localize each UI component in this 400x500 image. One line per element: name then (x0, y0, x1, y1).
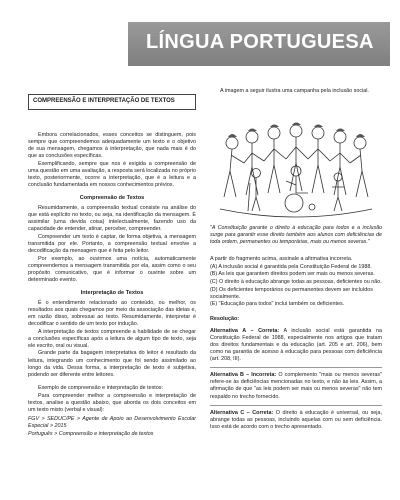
topic-citation: Português > Compreensão e interpretação de textos (28, 430, 154, 437)
answer-c (210, 410, 382, 431)
option-e: (E) "Educação para todos" inclui também os deficientes. (210, 301, 345, 308)
question-statement: A partir do fragmento acima, assinale a afirmativa incorreta. (210, 256, 353, 263)
option-d: (D) Os deficientes temporários ou permanentes devem ser incluídos socialmente. (210, 286, 373, 300)
intro-paragraph: Embora correlacionados, esses conceitos se distinguem, pois sempre que compreendemos adequadamente um texto e o objetivo de sua mensagem, chegamos à interpretação, que nada mais é do que as conclusões específicas. (28, 131, 196, 160)
answer-b (210, 372, 382, 401)
subject-title: LÍNGUA PORTUGUESA (146, 31, 374, 53)
comprehension-paragraph: Resumidamente, a compreensão textual consiste na análise do que está explícito no texto, ou seja, na identificação da mensagem. É assimilar (uma devida coisa) intelectualmente, fazendo uso da capacidade de entender, atinar, perceber, compreender. (28, 204, 196, 233)
option-a: (A) A inclusão social é garantida pela Constituição Federal de 1988. (210, 263, 372, 270)
campaign-quote: "A Constituição garante o direito à educação para todos e a inclusão surge para garantir esse direito também aos alunos com deficiências de toda ordem, permanentes ou temporárias, mais ou menos severas." (210, 225, 382, 246)
example-intro: Exemplo de compreensão e interpretação de textos: (38, 384, 163, 391)
source-citation: FGV > SEDUC/PE > Agente de Apoio ao Desenvolvimento Escolar Especial > 2015 (28, 415, 196, 430)
comprehension-paragraph: Compreender um texto é captar, de forma objetiva, a mensagem transmitida por ele. Portanto, a compreensão textual envolve a decodificação da mensagem que é feita pelo leitor. (28, 233, 196, 255)
answer-a-label: Alternativa A – Correta: (210, 327, 280, 334)
answer-divider (210, 405, 382, 406)
interpretation-heading: Interpretação de Textos (80, 290, 144, 297)
example-text: Para compreender melhor a compreensão e interpretação de textos, analise a questão abaixo, que aborda os dois conceitos em um texto misto (verbal e visual): (28, 392, 196, 413)
answer-a-text: A inclusão social está garantida na Constituição Federal de 1988, especialmente nos artigos que tratam dos direitos fundamentais e da educação (art. 205 e art. 206), bem como na garantia de acesso à educação para pessoas com deficiência (art. 208, III). (210, 327, 382, 363)
comprehension-paragraph: Por exemplo, ao ouvirmos uma notícia, automaticamente compreendemos a mensagem transmitida por ela, assim como o seu propósito comunicativo, que é informar o ouvinte sobre um determinado evento. (28, 255, 196, 284)
inclusion-campaign-illustration (210, 101, 382, 221)
answer-a (210, 328, 382, 364)
left-column (28, 94, 196, 438)
subject-banner (128, 22, 390, 66)
section-header-box (28, 94, 196, 110)
resolution-title: Resolução: (210, 316, 240, 323)
answer-b-text: O complemento "mais ou menos severas" refere-se às deficiências mencionadas no texto, e não às leis. Assim, a afirmação de que "as leis podem ser mais ou menos severas" não tem respaldo no trecho fornecido. (210, 372, 382, 400)
answer-c-text: O direito à educação é universal, ou seja, abrange todas as pessoas, incluindo aquelas com ou sem deficiência. Isso está de acordo com o trecho apresentado. (210, 409, 383, 430)
section-title: COMPREENSÃO E INTERPRETAÇÃO DE TEXTOS (33, 98, 175, 104)
interpretation-paragraph: Grande parte da bagagem interpretativa do leitor é resultado da leitura, integrando um conhecimento que foi sendo assimilado ao longo da vida. Dessa forma, a interpretação de texto é subjetiva, podendo ser diferente entre leitores. (28, 350, 196, 378)
option-b: (B) As leis que garantem direitos podem ser mais ou menos severas. (210, 271, 375, 278)
answer-b-label: Alternativa B – Incorreta: (210, 372, 277, 379)
interpretation-paragraph: É o entendimento relacionado ao conteúdo, ou melhor, os resultados aos quais chegamos por meio da associação das ideias e, em razão disso, sobressai ao texto. Resumidamente, interpretar é decodificar o sentido de um texto por indução. (28, 299, 196, 327)
comprehension-heading: Compreensão de Textos (79, 195, 145, 202)
right-column (210, 88, 382, 432)
intro-paragraph: Exemplificando, sempre que nos é exigida a compreensão de uma questão em uma avaliação, a resposta será localizada no próprio texto, posteriormente, ocorre a interpretação, que é a leitura e a conclusão fundamentada em nossos conhecimentos prévios. (28, 160, 196, 189)
question-intro: A imagem a seguir ilustra uma campanha pela inclusão social. (220, 88, 369, 94)
answer-divider (210, 367, 382, 368)
interpretation-paragraph: A interpretação de textos compreende a habilidade de se chegar a conclusões específicas após a leitura de algum tipo de texto, seja ele escrito, oral ou visual. (28, 328, 196, 349)
answer-c-label: Alternativa C – Correta: (210, 409, 274, 416)
option-c: (C) O direito à educação abrange todas as pessoas, deficientes ou não. (210, 278, 382, 285)
